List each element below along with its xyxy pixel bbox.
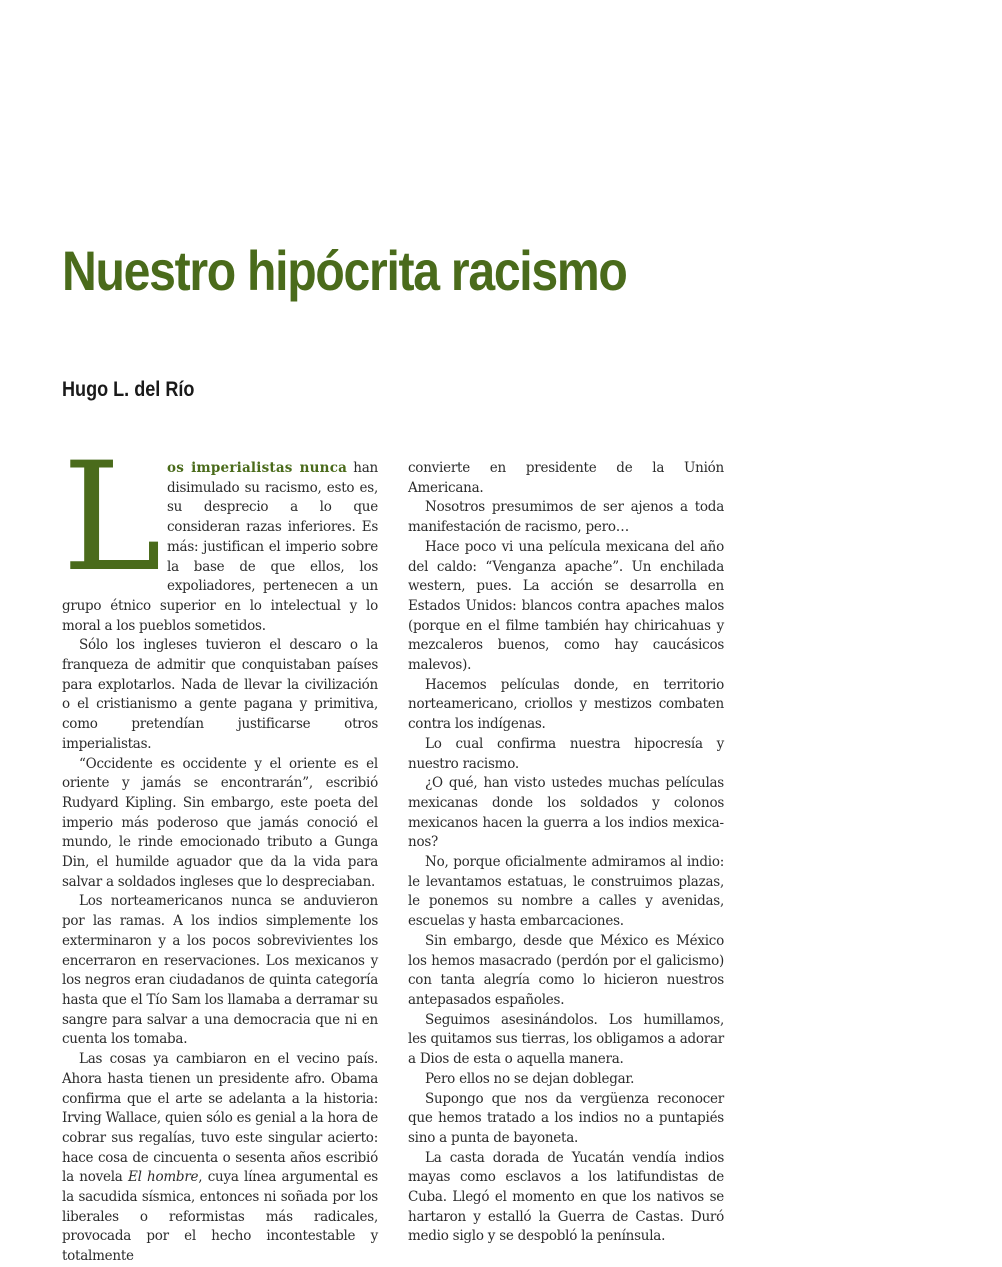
book-title: El hombre — [127, 1169, 199, 1186]
paragraph: Lo cual confirma nuestra hipocresía y nuestro racismo. — [408, 735, 724, 772]
paragraph: Sin embargo, desde que México es México los hemos masacrado (perdón por el galicismo) con tanta alegría como lo hicieron nuestros antepasados españoles. — [408, 932, 724, 1008]
paragraph: La casta dorada de Yucatán vendía indios mayas como esclavos a los latifundistas de Cuba. Llegó el momento en que los nativos se hartaron y estalló la Guerra de Castas. Duró medio siglo y se despobló la península. — [408, 1149, 724, 1245]
paragraph-text: han disimulado su racismo, esto es, su desprecio a lo que consideran razas inferiores. Es más: justifican el imperio sobre la base de que ellos, los expoliadores, pertenecen a un grupo étnico superior en lo intelectual y lo moral a los pueblos sometidos. — [62, 460, 378, 634]
drop-cap-letter: L — [62, 431, 162, 605]
right-text-column — [408, 459, 724, 1247]
paragraph: convierte en presidente de la Unión Americana. — [408, 460, 724, 496]
lead-in-text: os imperialistas nunca — [167, 460, 348, 476]
paragraph-text: , cuya línea argumental es la sacudida sísmica, entonces ni soñada por los liberales o reformistas más radicales, provocada por el hecho incontestable y totalmente — [62, 1169, 378, 1265]
paragraph: “Occidente es occidente y el oriente es el oriente y jamás se encontrarán”, escribió Rudyard Kipling. Sin embargo, este poeta del imperio más poderoso que jamás conoció el mundo, le rinde emocionado tributo a Gunga Din, el humilde aguador que da la vida para salvar a soldados ingleses que lo despreciaban. — [62, 755, 378, 890]
paragraph: Hace poco vi una película mexicana del año del caldo: “Venganza apache”. Un enchilada western, pues. La acción se desarrolla en Estados Unidos: blancos contra apaches malos (porque en el filme también hay chiricahuas y mezcaleros buenos, como hay caucásicos malevos). — [408, 538, 724, 674]
paragraph: Pero ellos no se dejan doblegar. — [425, 1070, 635, 1087]
paragraph — [62, 431, 378, 636]
paragraph: Seguimos asesinándolos. Los humillamos, les quitamos sus tierras, los obligamos a adorar a Dios de esta o aquella manera. — [408, 1011, 724, 1068]
paragraph: Supongo que nos da vergüenza reconocer que hemos tratado a los indios no a puntapiés sino a punta de bayoneta. — [408, 1090, 724, 1146]
paragraph: ¿O qué, han visto ustedes muchas películas mexicanas donde los soldados y colonos mexicanos hacen la guerra a los indios mexicanos? — [408, 775, 724, 851]
article-author: Hugo L. del Río — [62, 378, 195, 401]
paragraph: No, porque oficialmente admiramos al indio: le levantamos estatuas, le construimos plazas, le ponemos su nombre a calles y avenidas, escuelas y hasta embarcaciones. — [408, 854, 724, 930]
paragraph: Sólo los ingleses tuvieron el descaro o la franqueza de admitir que conquistaban países para explotarlos. Nada de llevar la civilización o el cristianismo a gente pagana y primitiva, como pretendían justificarse otros imperialistas. — [62, 637, 378, 752]
drop-cap — [62, 431, 165, 605]
article-title: Nuestro hipócrita racismo — [62, 239, 627, 302]
paragraph: Los norteamericanos nunca se anduvieron por las ramas. A los indios simplemente los exterminaron y a los pocos sobrevivientes los encerraron en reservaciones. Los mexicanos y los negros eran ciudadanos de quinta categoría hasta que el Tío Sam los llamaba a derramar su sangre para salvar a una democracia que ni en cuenta los tomaba. — [62, 893, 378, 1048]
paragraph — [62, 1050, 378, 1267]
paragraph-text: Las cosas ya cambiaron en el vecino país. Ahora hasta tienen un presidente afro. Obama confirma que el arte se adelanta a la historia: Irving Wallace, quien sólo es genial a la hora de cobrar sus regalías, tuvo este singular acierto: hace cosa de cincuenta o sesenta años escribió la novela — [62, 1051, 378, 1186]
left-text-column — [62, 431, 378, 1267]
paragraph: Hacemos películas donde, en territorio norteamericano, criollos y mestizos combaten contra los indígenas. — [408, 676, 724, 733]
paragraph: Nosotros presumimos de ser ajenos a toda manifestación de racismo, pero… — [408, 499, 724, 536]
